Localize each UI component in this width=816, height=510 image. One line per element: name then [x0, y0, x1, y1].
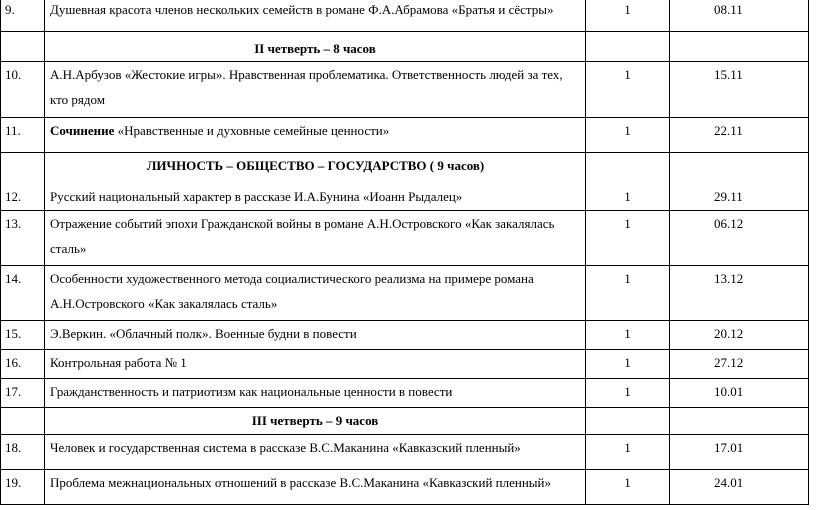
empty-cell — [1, 32, 45, 62]
table-row — [1, 153, 809, 211]
lesson-topic: Гражданственность и патриотизм как национальные ценности в повести — [45, 379, 586, 408]
lesson-hours: 1 — [586, 266, 670, 321]
lesson-number: 18. — [1, 435, 45, 470]
lesson-date: 08.11 — [670, 0, 809, 32]
lesson-date: 22.11 — [670, 118, 809, 153]
lesson-number: 9. — [1, 0, 45, 32]
section-heading: ЛИЧНОСТЬ – ОБЩЕСТВО – ГОСУДАРСТВО ( 9 часов) — [146, 158, 485, 173]
lesson-topic: ЛИЧНОСТЬ – ОБЩЕСТВО – ГОСУДАРСТВО ( 9 часов) Русский национальный характер в рассказе И.А.Бунина «Иоанн Рыдалец» — [45, 153, 586, 211]
essay-title: «Нравственные и духовные семейные ценности» — [114, 123, 390, 138]
empty-cell — [670, 408, 809, 435]
lesson-number: 11. — [1, 118, 45, 153]
table-row — [1, 266, 809, 321]
lesson-date: 20.12 — [670, 321, 809, 350]
lesson-date: 24.01 — [670, 470, 809, 505]
lesson-number: 14. — [1, 266, 45, 321]
empty-cell — [1, 408, 45, 435]
lesson-topic: А.Н.Арбузов «Жестокие игры». Нравственная проблематика. Ответственность людей за тех, кто рядом — [45, 62, 586, 118]
lesson-topic: Душевная красота членов нескольких семейств в романе Ф.А.Абрамова «Братья и сёстры» — [45, 0, 586, 32]
table-row — [1, 62, 809, 118]
lesson-number: 10. — [1, 62, 45, 118]
lesson-date: 13.12 — [670, 266, 809, 321]
lesson-topic: Проблема межнациональных отношений в рассказе В.С.Маканина «Кавказский пленный» — [45, 470, 586, 505]
lesson-topic: Особенности художественного метода социалистического реализма на примере романа А.Н.Островского «Как закалялась сталь» — [45, 266, 586, 321]
lesson-hours: 1 — [586, 0, 670, 32]
empty-cell — [670, 32, 809, 62]
lesson-date: 17.01 — [670, 435, 809, 470]
lesson-topic: Отражение событий эпохи Гражданской войны в романе А.Н.Островского «Как закалялась сталь» — [45, 211, 586, 266]
lesson-date: 29.11 — [670, 153, 809, 211]
empty-cell — [586, 408, 670, 435]
table-row — [1, 379, 809, 408]
lesson-date: 15.11 — [670, 62, 809, 118]
section-row — [1, 408, 809, 435]
lesson-hours: 1 — [586, 435, 670, 470]
lesson-topic: Э.Веркин. «Облачный полк». Военные будни в повести — [45, 321, 586, 350]
lesson-hours: 1 — [586, 321, 670, 350]
empty-cell — [586, 32, 670, 62]
lesson-number: 16. — [1, 350, 45, 379]
table-row — [1, 211, 809, 266]
essay-label: Сочинение — [50, 123, 115, 138]
table-row — [1, 321, 809, 350]
lesson-number: 19. — [1, 470, 45, 505]
table-row — [1, 0, 809, 32]
lesson-date: 06.12 — [670, 211, 809, 266]
lesson-hours: 1 — [586, 211, 670, 266]
lesson-date: 10.01 — [670, 379, 809, 408]
table-row — [1, 350, 809, 379]
lesson-number: 13. — [1, 211, 45, 266]
lesson-hours: 1 — [586, 118, 670, 153]
section-row — [1, 32, 809, 62]
section-heading: III четверть – 9 часов — [45, 408, 586, 435]
lesson-number: 12. — [1, 153, 45, 211]
lesson-date: 27.12 — [670, 350, 809, 379]
lesson-number: 15. — [1, 321, 45, 350]
lesson-hours: 1 — [586, 379, 670, 408]
table-row — [1, 118, 809, 153]
lesson-number: 17. — [1, 379, 45, 408]
section-heading: II четверть – 8 часов — [45, 32, 586, 62]
table-row — [1, 435, 809, 470]
lesson-hours: 1 — [586, 62, 670, 118]
lesson-hours: 1 — [586, 153, 670, 211]
lesson-hours: 1 — [586, 470, 670, 505]
lesson-topic — [45, 118, 586, 153]
lesson-topic: Человек и государственная система в рассказе В.С.Маканина «Кавказский пленный» — [45, 435, 586, 470]
lesson-hours: 1 — [586, 350, 670, 379]
lesson-topic: Контрольная работа № 1 — [45, 350, 586, 379]
table-row — [1, 470, 809, 505]
